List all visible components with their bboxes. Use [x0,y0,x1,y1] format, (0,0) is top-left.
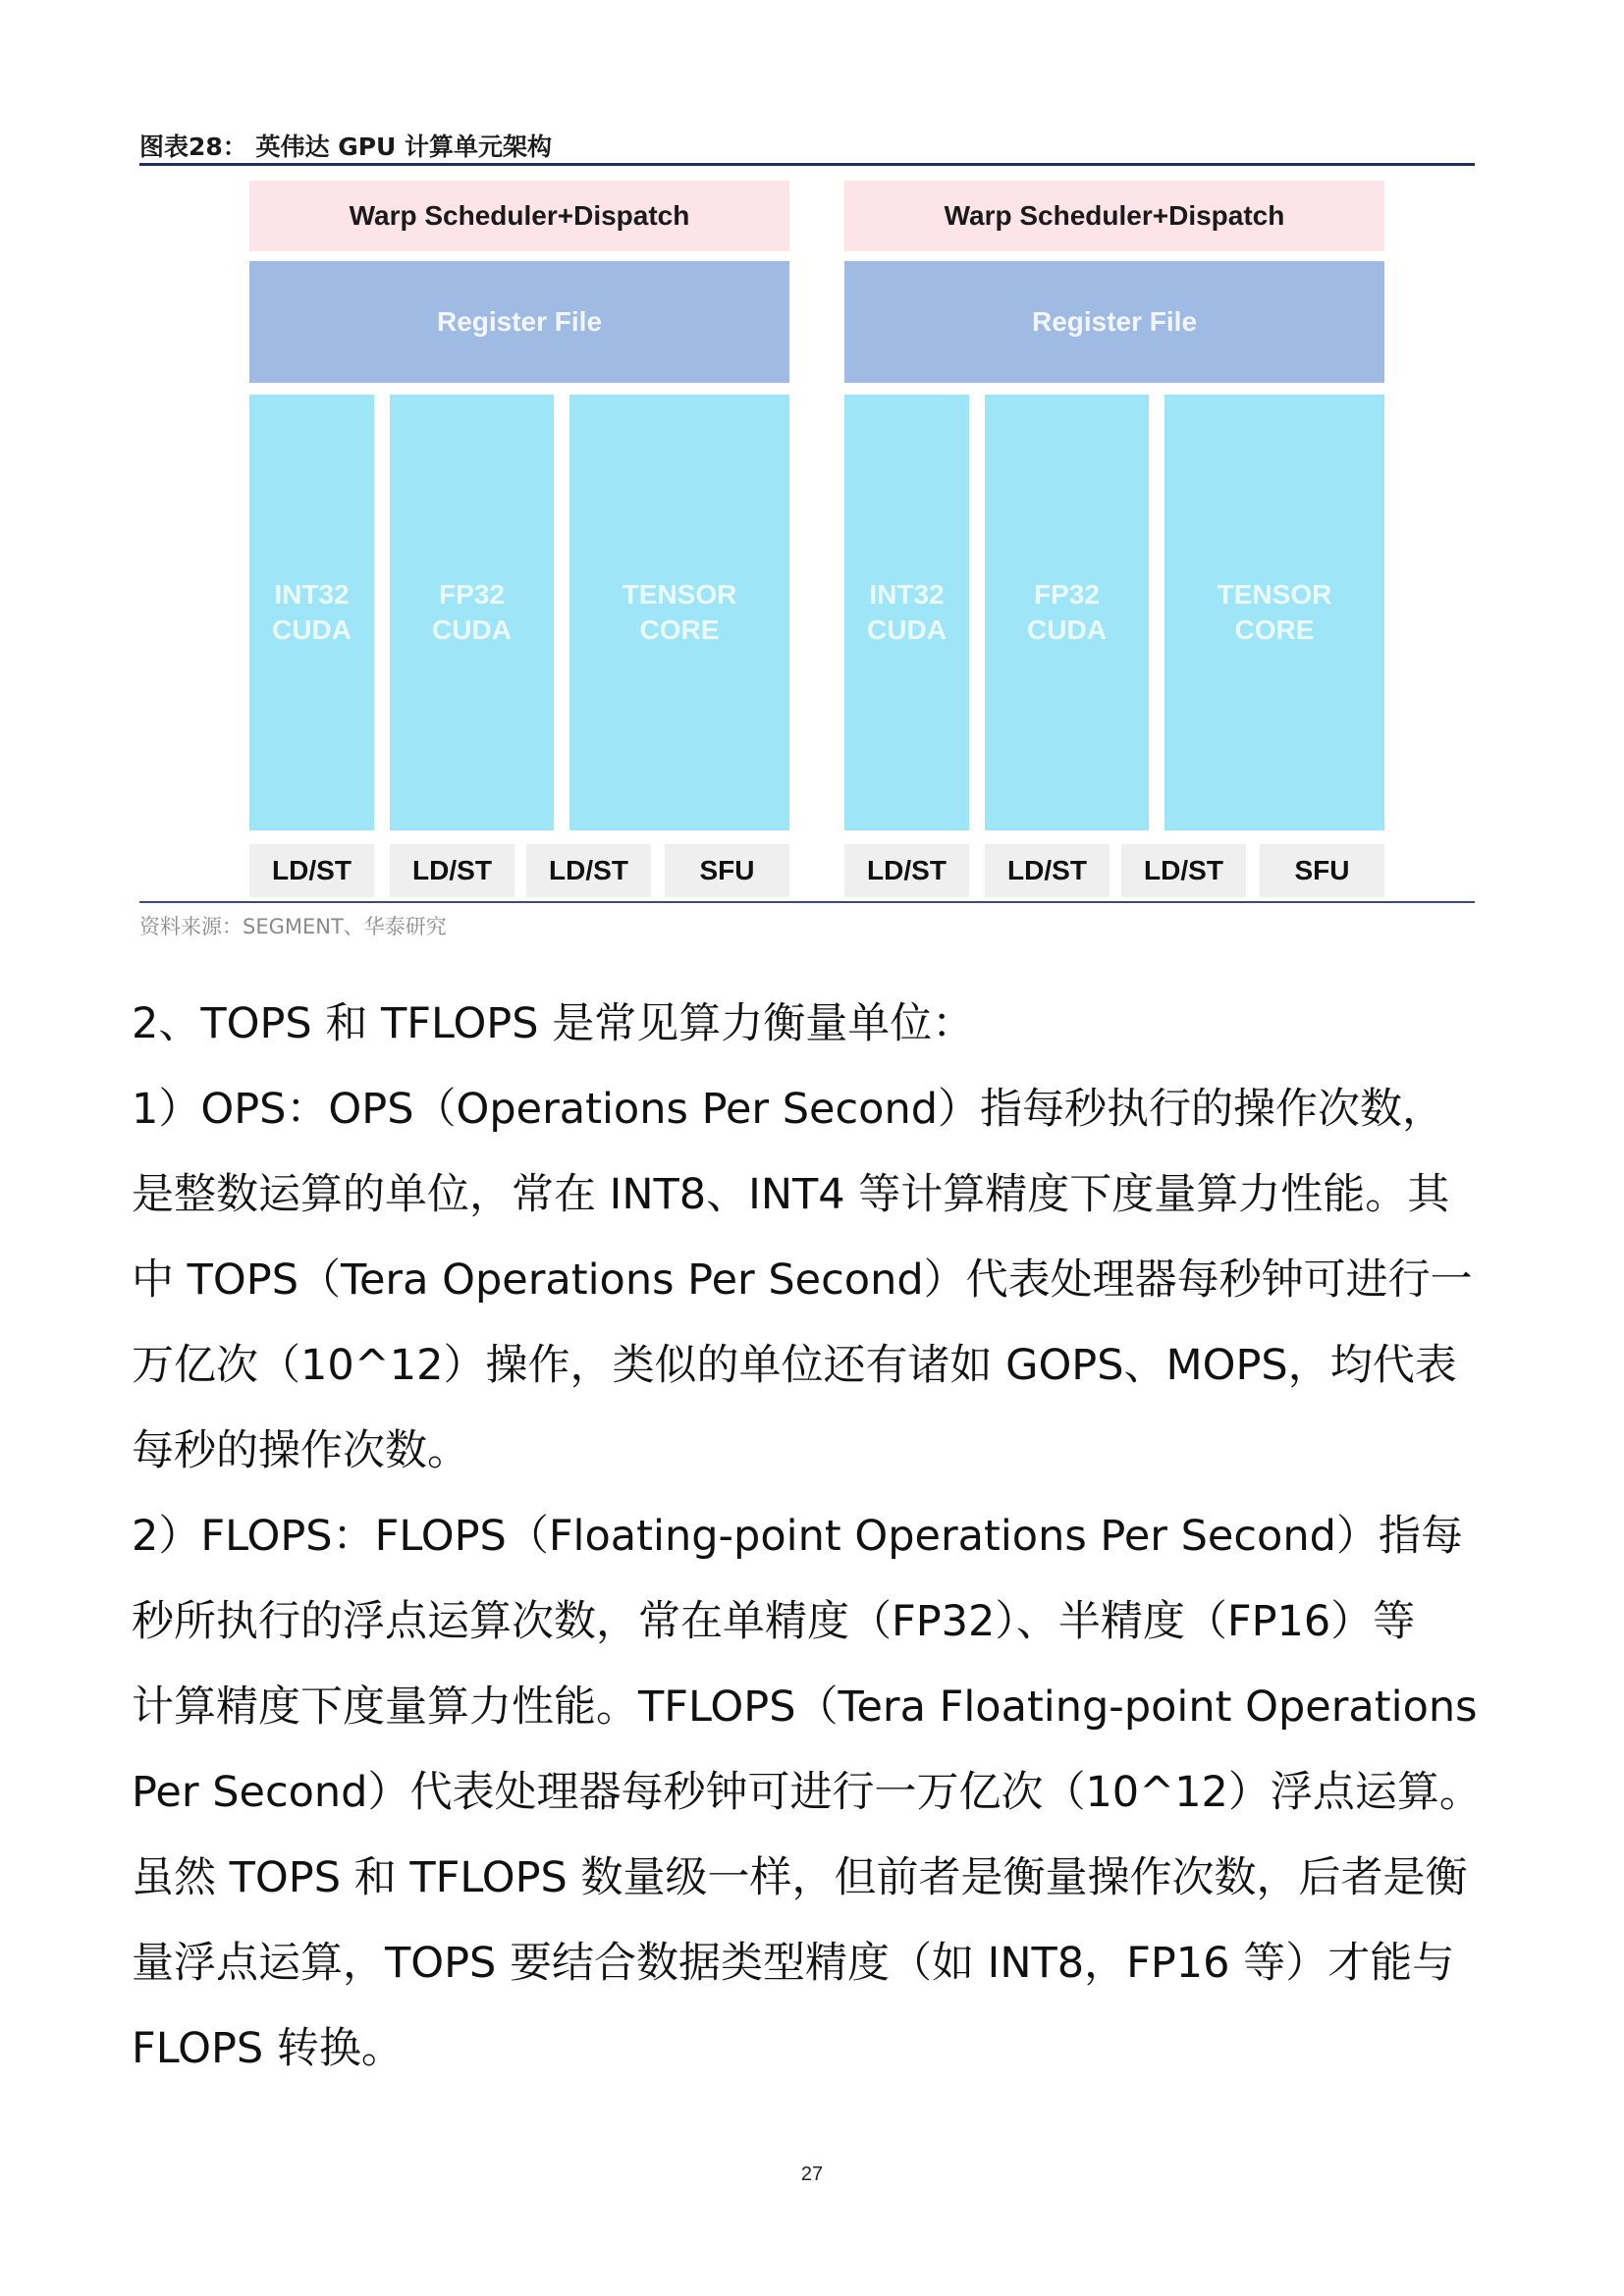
fp32-cuda-block [390,395,554,830]
body-line: 是整数运算的单位，常在 INT8、INT4 等计算精度下度量算力性能。其 [132,1170,1450,1219]
register-file-block: Register File [844,261,1384,383]
figure-bottom-rule [139,901,1475,903]
core-label-line2: CORE [1234,614,1315,645]
ldst-block: LD/ST [1121,844,1246,897]
body-line: 2）FLOPS：FLOPS（Floating-point Operations Per Second）指每 [132,1512,1463,1561]
warp-scheduler-block: Warp Scheduler+Dispatch [844,181,1384,251]
int32-cuda-block [844,395,969,830]
ldst-block: LD/ST [844,844,969,897]
body-line: FLOPS 转换。 [132,2024,404,2073]
sfu-block: SFU [1260,844,1384,897]
body-line: 万亿次（10^12）操作，类似的单位还有诸如 GOPS、MOPS，均代表 [132,1341,1457,1390]
tensor-core-block [569,395,789,830]
core-label-line2: CORE [639,614,720,645]
core-label-line1: FP32 [1034,579,1100,610]
figure-title: 图表28： 英伟达 GPU 计算单元架构 [139,133,553,161]
tensor-core-block [1164,395,1384,830]
register-file-block: Register File [249,261,789,383]
body-line: 每秒的操作次数。 [132,1426,469,1475]
core-label-line1: INT32 [869,579,945,610]
core-label-line2: CUDA [432,614,512,645]
int32-cuda-block [249,395,374,830]
ldst-block: LD/ST [249,844,374,897]
figure-source: 资料来源：SEGMENT、华泰研究 [139,915,447,938]
body-line: 虽然 TOPS 和 TFLOPS 数量级一样，但前者是衡量操作次数，后者是衡 [132,1853,1468,1902]
core-label-line2: CUDA [867,614,947,645]
core-label-line1: TENSOR [622,579,737,610]
body-line: 2、TOPS 和 TFLOPS 是常见算力衡量单位： [132,999,975,1048]
ldst-block: LD/ST [526,844,651,897]
sfu-block: SFU [665,844,789,897]
core-label-line2: CUDA [1027,614,1107,645]
body-text [132,982,1526,2092]
body-line: 量浮点运算，TOPS 要结合数据类型精度（如 INT8，FP16 等）才能与 [132,1939,1455,1988]
core-label-line1: FP32 [439,579,505,610]
body-line: 计算精度下度量算力性能。TFLOPS（Tera Floating-point Operations [132,1682,1478,1732]
body-line: 中 TOPS（Tera Operations Per Second）代表处理器每秒钟可进行一 [132,1255,1473,1305]
body-line: Per Second）代表处理器每秒钟可进行一万亿次（10^12）浮点运算。 [132,1768,1482,1817]
fp32-cuda-block [985,395,1149,830]
ldst-block: LD/ST [390,844,514,897]
core-label-line1: TENSOR [1217,579,1332,610]
body-line: 1）OPS：OPS（Operations Per Second）指每秒执行的操作次数， [132,1085,1445,1134]
page-number: 27 [800,2163,824,2185]
body-line: 秒所执行的浮点运算次数，常在单精度（FP32）、半精度（FP16）等 [132,1597,1416,1646]
core-label-line2: CUDA [272,614,352,645]
core-label-line1: INT32 [274,579,350,610]
figure-top-rule [139,163,1475,166]
warp-scheduler-block: Warp Scheduler+Dispatch [249,181,789,251]
ldst-block: LD/ST [985,844,1110,897]
